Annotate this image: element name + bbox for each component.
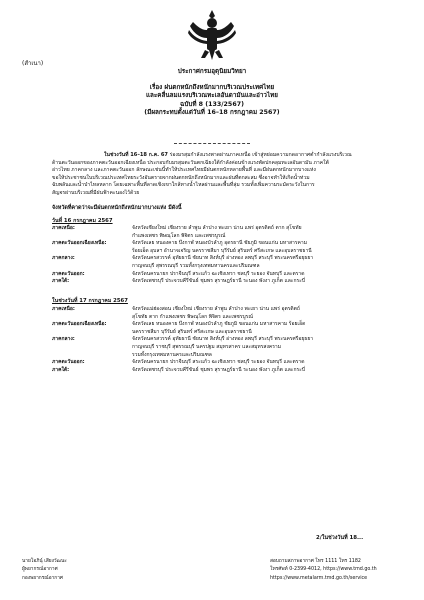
region-provinces: จังหวัดนครนายก ปราจีนบุรี สระแก้ว ฉะเชิงเทรา ชลบุรี ระยอง จันทบุรี และตราด xyxy=(132,270,305,277)
garuda-emblem-icon xyxy=(187,8,237,62)
subject-line-2: และคลื่นลมแรงบริเวณทะเลอันดามันและอ่าวไทย xyxy=(146,92,278,100)
region-name: ภาคเหนือ: xyxy=(52,225,75,231)
region-provinces: จังหวัดเพชรบุรี ประจวบคีรีขันธ์ ชุมพร สุราษฎร์ธานี ระนอง พังงา ภูเก็ต และกระบี่ xyxy=(132,366,306,373)
body-line: สัญจรผ่านบริเวณที่มีฝนฟ้าคะนองไว้ด้วย xyxy=(52,189,140,196)
region-provinces: จังหวัดนครสวรรค์ อุทัยธานี ชัยนาท สิงห์บุรี อ่างทอง ลพบุรี สระบุรี พระนครศรีอยุธยา xyxy=(132,336,314,343)
region-provinces: กำแพงเพชร พิษณุโลก พิจิตร และเพชรบูรณ์ xyxy=(132,232,226,239)
region-row xyxy=(52,263,376,271)
region-row xyxy=(52,344,376,352)
body-line: ร่องมรสุมกำลังแรงพาดผ่านภาคเหนือ เข้าสู่หย่อมความกดอากาศต่ำกำลังแรงบริเวณ xyxy=(169,152,352,158)
forecaster-title: ผู้พยากรณ์อากาศ xyxy=(22,567,58,573)
agency-title: ประกาศกรมอุตุนิยมวิทยา xyxy=(177,68,247,75)
body-line: อ่าวไทย ภาคกลาง และภาคตะวันออก ลักษณะเช่นนี้ทำให้ประเทศไทยมีฝนตกหนักหลายพื้นที่ และมีฝนตกหนักมากบางแห่ง xyxy=(52,167,316,174)
region-provinces: สุโขทัย ตาก กำแพงเพชร พิษณุโลก พิจิตร และเพชรบูรณ์ xyxy=(132,313,254,320)
region-row xyxy=(52,359,376,367)
region-provinces: นครราชสีมา บุรีรัมย์ สุรินทร์ ศรีสะเกษ และอุบลราชธานี xyxy=(132,328,252,335)
footer-signature xyxy=(22,558,67,583)
region-row xyxy=(52,278,376,286)
region-row xyxy=(52,255,376,263)
region-name: ภาคใต้: xyxy=(52,366,70,373)
region-row xyxy=(52,306,376,314)
announcement-header xyxy=(0,68,424,117)
body-line: ฉับพลันและน้ำป่าไหลหลาก โดยเฉพาะพื้นที่ลาดเชิงเขาใกล้ทางน้ำไหลผ่านและพื้นที่ลุ่ม รวมทั้งเพิ่มความระมัดระวังในการ xyxy=(52,182,315,189)
region-provinces: รวมทั้งกรุงเทพมหานครและปริมณฑล xyxy=(132,351,212,358)
region-name: ภาคกลาง: xyxy=(52,255,75,262)
region-provinces: กาญจนบุรี สุพรรณบุรี รวมทั้งกรุงเทพมหานครและปริมณฑล xyxy=(132,262,260,269)
region-provinces: จังหวัดเชียงใหม่ เชียงราย ลำพูน ลำปาง พะเยา น่าน แพร่ อุตรดิตถ์ ตาก สุโขทัย xyxy=(132,225,302,231)
region-name: ภาคตะวันออก: xyxy=(52,359,85,366)
region-row xyxy=(52,367,376,375)
body-paragraph xyxy=(52,152,376,198)
region-row xyxy=(52,336,376,344)
effective-dates: (มีผลกระทบตั้งแต่วันที่ 16–18 กรกฎาคม 2567) xyxy=(144,108,280,116)
region-provinces: จังหวัดนครสวรรค์ อุทัยธานี ชัยนาท สิงห์บุรี อ่างทอง ลพบุรี สระบุรี พระนครศรีอยุธยา xyxy=(132,255,314,262)
region-provinces: จังหวัดเลย หนองคาย บึงกาฬ หนองบัวลำภู อุดรธานี ชัยภูมิ ขอนแก่น มหาสารคาม xyxy=(132,240,307,247)
day-2-date: ในช่วงวันที่ 17 กรกฎาคม 2567 xyxy=(52,298,128,304)
division-name: กองพยากรณ์อากาศ xyxy=(22,575,63,581)
region-provinces: กาญจนบุรี ราชบุรี สุพรรณบุรี นครปฐม สมุทรสาคร และสมุทรสงคราม xyxy=(132,343,282,350)
header-divider xyxy=(174,143,250,144)
body-line: ขอให้ประชาชนในบริเวณประเทศไทยระวังอันตรายจากฝนตกหนักถึงหนักมากและฝนที่ตกสะสม ซึ่งอาจทำให้เกิดน้ำท่วม xyxy=(52,174,310,181)
body-lead: ในช่วงวันที่ 16–18 ก.ค. 67 xyxy=(104,152,168,158)
body-line: ด้านตะวันออกของภาคตะวันออกเฉียงเหนือ ประกอบกับมรสุมตะวันตกเฉียงใต้กำลังค่อนข้างแรงพัดปกคลุมทะเลอันดามัน ภาคใต้ xyxy=(52,159,329,166)
copy-mark: (สำเนา) xyxy=(22,60,44,67)
contact-website: โทรศัพท์ 0-2399-4012, https://www.tmd.go.th xyxy=(270,567,377,573)
contact-phone: สอบถามสภาพอากาศ โทร 1111 โทร 1182 xyxy=(270,559,361,564)
region-name: ภาคใต้: xyxy=(52,278,70,285)
region-provinces: จังหวัดนครนายก ปราจีนบุรี สระแก้ว ฉะเชิงเทรา ชลบุรี ระยอง จันทบุรี และตราด xyxy=(132,359,305,366)
day-2-regions xyxy=(52,306,376,374)
region-row xyxy=(52,321,376,329)
section-title: จังหวัดที่คาดว่าจะมีฝนตกหนักถึงหนักมากบางแห่ง มีดังนี้ xyxy=(52,205,182,211)
subject-line: เรื่อง ฝนตกหนักถึงหนักมากบริเวณประเทศไทย xyxy=(149,84,275,92)
region-provinces: ร้อยเอ็ด อุบลฯ อำนาจเจริญ นครราชสีมา บุรีรัมย์ สุรินทร์ ศรีสะเกษ และอุบลราชธานี xyxy=(132,247,312,254)
issue-number: ฉบับที่ 8 (133/2567) xyxy=(180,100,244,108)
day-1-date: วันที่ 16 กรกฎาคม 2567 xyxy=(52,218,113,224)
footer-contact xyxy=(270,558,377,583)
forecaster-name: นายโอภินุ์ เสียงวัฒนะ xyxy=(22,559,67,564)
region-provinces: จังหวัดเลย หนองคาย บึงกาฬ หนองบัวลำภู ชัยภูมิ ขอนแก่น มหาสารคาม ร้อยเอ็ด xyxy=(132,321,306,328)
continuation-note: 2/ในช่วงวันที่ 18... xyxy=(316,535,364,541)
day-1-regions xyxy=(52,225,376,286)
region-name: ภาคตะวันออกเฉียงเหนือ: xyxy=(52,240,107,247)
region-provinces: จังหวัดแม่ฮ่องสอน เชียงใหม่ เชียงราย ลำพูน ลำปาง พะเยา น่าน แพร่ อุตรดิตถ์ xyxy=(132,306,300,312)
region-row xyxy=(52,225,376,233)
region-name: ภาคเหนือ: xyxy=(52,306,75,312)
region-row xyxy=(52,240,376,248)
region-provinces: จังหวัดเพชรบุรี ประจวบคีรีขันธ์ ชุมพร สุราษฎร์ธานี ระนอง พังงา ภูเก็ต และกระบี่ xyxy=(132,278,306,285)
region-name: ภาคตะวันออก: xyxy=(52,270,85,277)
contact-service-link[interactable]: https://www.metalarm.tmd.go.th/service xyxy=(270,575,368,581)
region-name: ภาคตะวันออกเฉียงเหนือ: xyxy=(52,321,107,328)
region-name: ภาคกลาง: xyxy=(52,336,75,343)
